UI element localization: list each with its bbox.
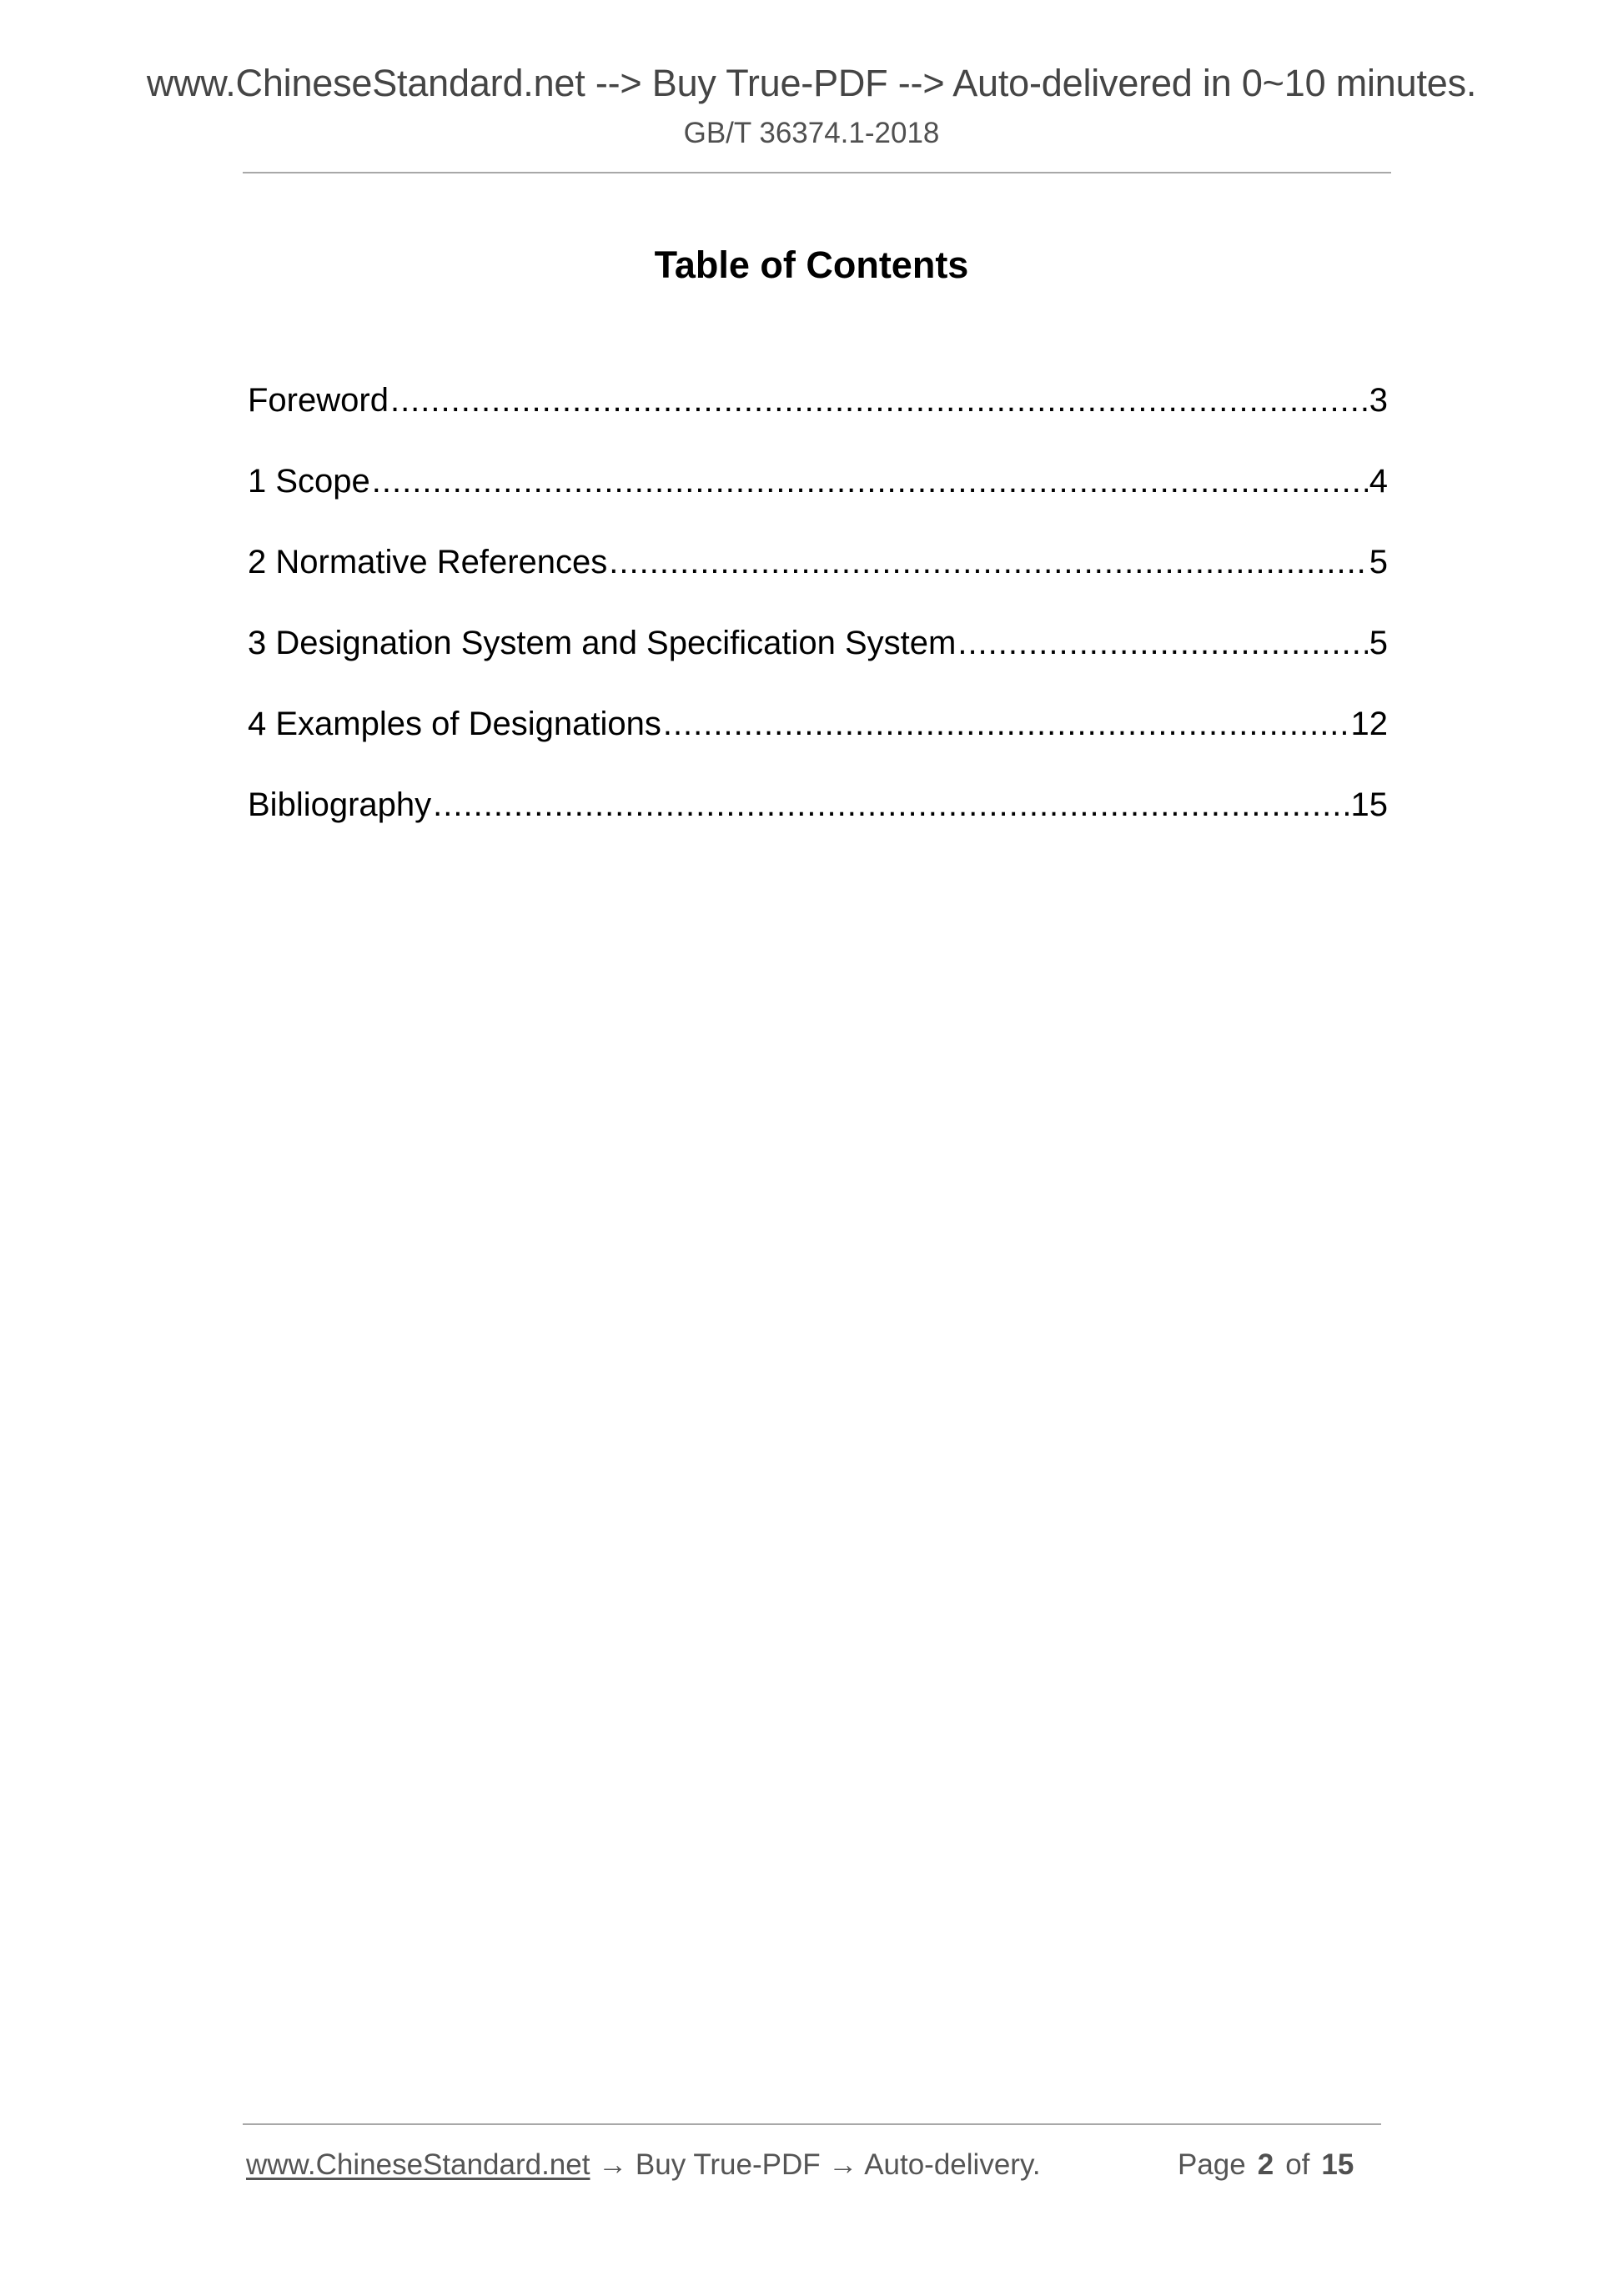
page-title: Table of Contents bbox=[654, 244, 969, 286]
toc-entry-page: 5 bbox=[1369, 625, 1388, 661]
toc-entry-page: 12 bbox=[1350, 706, 1388, 742]
toc-entry-label: 2 Normative References bbox=[248, 544, 608, 580]
toc-entry-page: 3 bbox=[1369, 382, 1388, 419]
standard-id: GB/T 36374.1-2018 bbox=[683, 117, 940, 149]
footer-site-link[interactable]: www.ChineseStandard.net bbox=[246, 2148, 590, 2181]
arrow-right-icon: → bbox=[590, 2148, 636, 2181]
toc-entry-scope[interactable] bbox=[248, 460, 1388, 541]
toc-leader-dots bbox=[609, 541, 1367, 583]
current-page: 2 bbox=[1257, 2148, 1274, 2181]
table-of-contents bbox=[248, 379, 1388, 865]
toc-entry-page: 5 bbox=[1369, 544, 1388, 580]
total-pages: 15 bbox=[1321, 2148, 1354, 2181]
toc-entry-page: 4 bbox=[1369, 463, 1388, 500]
header-banner: www.ChineseStandard.net --> Buy True-PDF --> Auto-delivered in 0~10 minutes. bbox=[146, 62, 1477, 104]
of-label: of bbox=[1285, 2148, 1310, 2181]
toc-entry-label: Bibliography bbox=[248, 786, 432, 823]
footer-delivery-text: Auto-delivery. bbox=[864, 2148, 1041, 2181]
toc-entry-designation-system[interactable] bbox=[248, 622, 1388, 703]
footer-divider bbox=[243, 2123, 1381, 2125]
toc-leader-dots bbox=[433, 784, 1349, 826]
toc-entry-label: 1 Scope bbox=[248, 463, 370, 500]
page-label: Page bbox=[1178, 2148, 1246, 2181]
toc-leader-dots bbox=[663, 703, 1349, 745]
toc-leader-dots bbox=[372, 460, 1368, 502]
toc-entry-normative-references[interactable] bbox=[248, 541, 1388, 622]
toc-entry-foreword[interactable] bbox=[248, 379, 1388, 460]
toc-entry-label: Foreword bbox=[248, 382, 389, 419]
page-indicator bbox=[1178, 2148, 1354, 2182]
arrow-right-icon: → bbox=[820, 2148, 865, 2181]
toc-entry-bibliography[interactable] bbox=[248, 784, 1388, 865]
footer bbox=[246, 2148, 1380, 2182]
toc-entry-examples[interactable] bbox=[248, 703, 1388, 784]
footer-buy-text: Buy True-PDF bbox=[635, 2148, 821, 2181]
toc-entry-page: 15 bbox=[1350, 786, 1388, 823]
toc-entry-label: 4 Examples of Designations bbox=[248, 706, 661, 742]
toc-leader-dots bbox=[390, 379, 1368, 421]
toc-entry-label: 3 Designation System and Specification System bbox=[248, 625, 957, 661]
toc-leader-dots bbox=[957, 622, 1367, 664]
header-divider bbox=[243, 172, 1391, 173]
